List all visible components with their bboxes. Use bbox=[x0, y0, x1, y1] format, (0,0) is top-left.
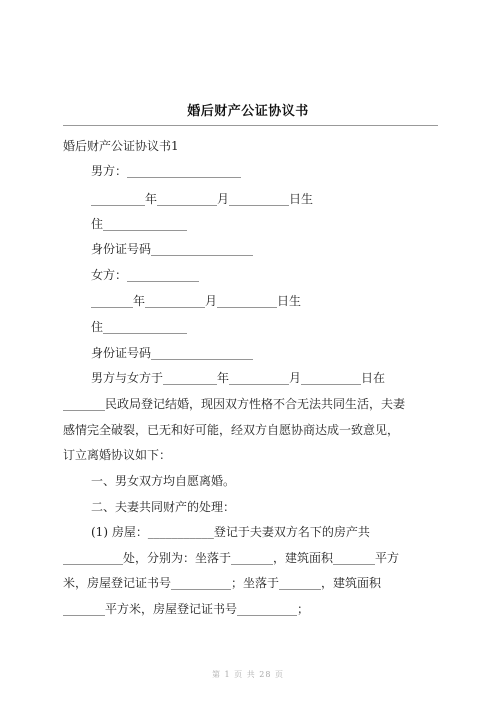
bride-address-line: 住______________ bbox=[91, 320, 188, 334]
bride-name-line: 女方：____________ bbox=[91, 268, 200, 282]
paragraph-line: 订立离婚协议如下： bbox=[63, 448, 172, 462]
groom-address-line: 住______________ bbox=[91, 217, 188, 231]
property-clause-line: (1) 房屋：___________登记于夫妻双方名下的房产共 bbox=[91, 525, 370, 539]
bride-birthdate-line: _______年__________月__________日生 bbox=[91, 294, 302, 308]
property-clause-line: 米，房屋登记证书号__________；坐落于_______，建筑面积 bbox=[63, 576, 382, 590]
title-divider bbox=[63, 125, 438, 126]
groom-name-line: 男方：___________________ bbox=[91, 164, 242, 178]
paragraph-line: 感情完全破裂，已无和好可能，经双方自愿协商达成一致意见， bbox=[63, 423, 400, 437]
property-clause-line: __________处，分别为：坐落于_______，建筑面积_______平方 bbox=[63, 551, 400, 565]
document-title: 婚后财产公证协议书 bbox=[187, 104, 309, 119]
page-number-footer: 第 1 页 共 28 页 bbox=[212, 670, 284, 679]
section-heading: 婚后财产公证协议书1 bbox=[63, 139, 179, 153]
paragraph-line: _______民政局登记结婚，现因双方性格不合无法共同生活，夫妻 bbox=[63, 397, 406, 411]
clause-1: 一、男女双方均自愿离婚。 bbox=[91, 474, 236, 488]
groom-birthdate-line: _________年__________月__________日生 bbox=[91, 192, 314, 206]
clause-2: 二、夫妻共同财产的处理： bbox=[91, 500, 236, 514]
groom-id-line: 身份证号码_________________ bbox=[91, 242, 254, 256]
property-clause-line: _______平方米，房屋登记证书号__________； bbox=[63, 602, 310, 616]
bride-id-line: 身份证号码_________________ bbox=[91, 346, 254, 360]
paragraph-line: 男方与女方于_________年__________月__________日在 bbox=[91, 371, 386, 385]
